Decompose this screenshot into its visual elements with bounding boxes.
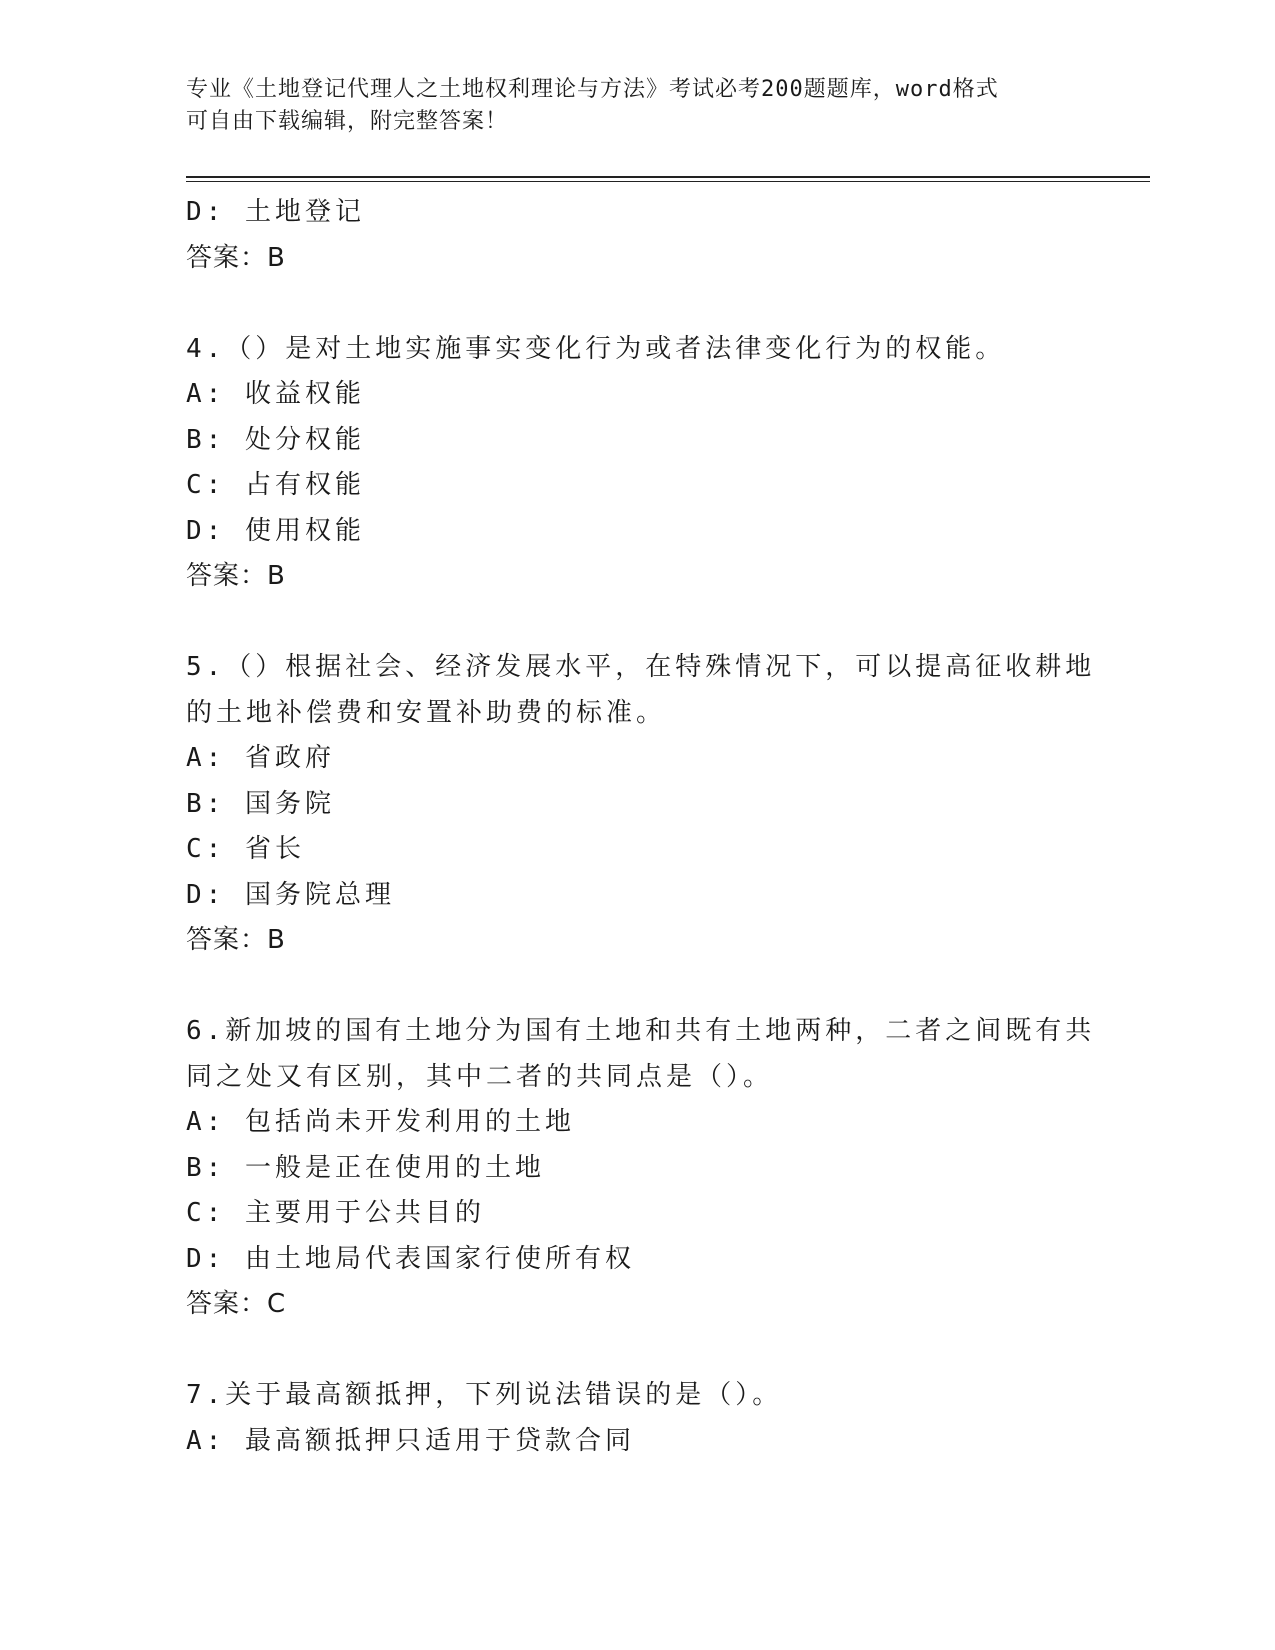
option-c: C: 主要用于公共目的	[186, 1198, 485, 1228]
question-7	[186, 1373, 1066, 1464]
question-6	[186, 1009, 1096, 1328]
question-stem-continued: 的土地补偿费和安置补助费的标准。	[186, 697, 667, 728]
option-b: B: 国务院	[186, 788, 335, 819]
spacer	[186, 964, 1066, 1010]
question-list	[186, 190, 1096, 1464]
answer-line: 答案：B	[186, 925, 286, 955]
header-line-2: 可自由下载编辑，附完整答案！	[186, 109, 509, 134]
option-a: A: 最高额抵押只适用于贷款合同	[186, 1425, 635, 1456]
option-b: B: 一般是正在使用的土地	[186, 1152, 545, 1183]
question-stem: 4.（）是对土地实施事实变化行为或者法律变化行为的权能。	[186, 333, 1006, 364]
header-rule-thick	[186, 176, 1150, 178]
option-a: A: 省政府	[186, 743, 335, 773]
option-c: C: 占有权能	[186, 470, 365, 500]
spacer	[186, 1328, 1066, 1374]
header-line-1: 专业《土地登记代理人之土地权利理论与方法》考试必考200题题库，word格式	[186, 77, 999, 102]
option-d: D: 使用权能	[186, 515, 365, 546]
option-a: A: 包括尚未开发利用的土地	[186, 1107, 575, 1137]
spacer	[186, 600, 1066, 646]
option-d: D: 由土地局代表国家行使所有权	[186, 1243, 635, 1274]
option-d: D: 国务院总理	[186, 879, 395, 910]
question-5	[186, 645, 1096, 964]
option-b: B: 处分权能	[186, 424, 365, 455]
option-c: C: 省长	[186, 834, 305, 864]
option-a: A: 收益权能	[186, 379, 365, 409]
option-d: D: 土地登记	[186, 197, 365, 227]
answer-line: 答案：B	[186, 561, 286, 591]
question-stem: 5.（）根据社会、经济发展水平，在特殊情况下，可以提高征收耕地	[186, 652, 1096, 682]
spacer	[186, 281, 1066, 327]
question-stem: 6.新加坡的国有土地分为国有土地和共有土地两种，二者之间既有共	[186, 1016, 1096, 1046]
question-stem-continued: 同之处又有区别，其中二者的共同点是（）。	[186, 1061, 774, 1092]
question-stem: 7.关于最高额抵押，下列说法错误的是（）。	[186, 1380, 783, 1410]
document-header	[186, 74, 1066, 138]
header-rule-thin	[186, 181, 1150, 182]
question-4	[186, 327, 1066, 600]
answer-line: 答案：C	[186, 1289, 287, 1319]
answer-line: 答案：B	[186, 242, 286, 273]
